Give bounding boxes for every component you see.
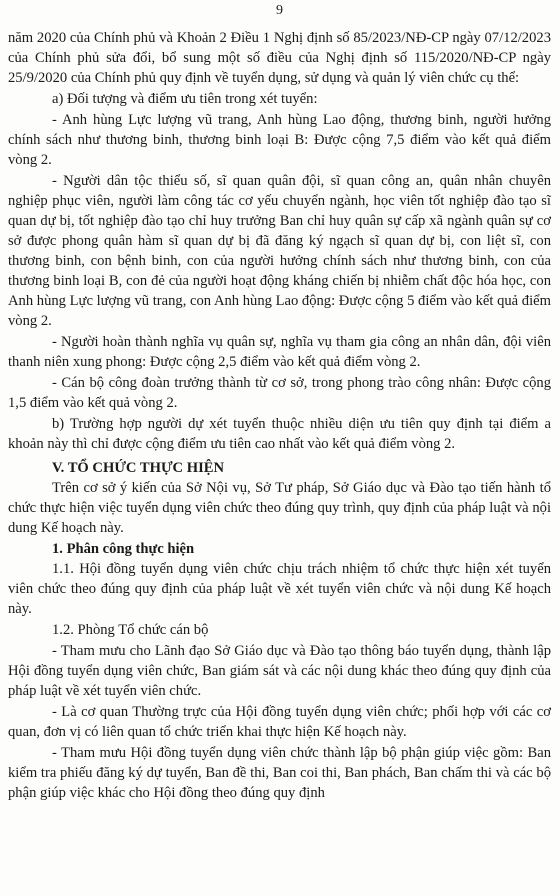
subsection-1-2-title: 1.2. Phòng Tổ chức cán bộ [52,622,209,638]
subsection-1-heading: 1. Phân công thực hiện [52,541,195,557]
item-a-bullet-1: - Anh hùng Lực lượng vũ trang, Anh hùng Lao động, thương binh, người hưởng chính sách như thương binh, thương binh loại B: Được cộng 7,5 điểm vào kết quả điểm vòng 2. [8,112,551,168]
item-a-title: a) Đối tượng và điểm ưu tiên trong xét tuyển: [52,91,318,107]
subsection-1-2-bullet-3: - Tham mưu Hội đồng tuyển dụng viên chức thành lập bộ phận giúp việc gồm: Ban kiểm tra phiếu đăng ký dự tuyển, Ban đề thi, Ban coi thi, Ban phách, Ban chấm thi và các bộ phận giúp việc khác cho Hội đồng theo đúng quy định [8,745,551,801]
subsection-1-2-bullet-1: - Tham mưu cho Lãnh đạo Sở Giáo dục và Đào tạo thông báo tuyển dụng, thành lập Hội đồng tuyển dụng viên chức, Ban giám sát và các nội dung khác theo đúng quy định của pháp luật về xét tuyển viên chức. [8,643,551,699]
section-v-intro: Trên cơ sở ý kiến của Sở Nội vụ, Sở Tư pháp, Sở Giáo dục và Đào tạo tiến hành tổ chức thực hiện việc tuyển dụng viên chức theo đúng quy trình, quy định của pháp luật và nội dung Kế hoạch này. [8,480,551,536]
item-a-bullet-3: - Người hoàn thành nghĩa vụ quân sự, nghĩa vụ tham gia công an nhân dân, đội viên thanh niên xung phong: Được cộng 2,5 điểm vào kết quả điểm vòng 2. [8,334,551,370]
subsection-1-1: 1.1. Hội đồng tuyển dụng viên chức chịu trách nhiệm tổ chức thực hiện xét tuyển viên chức theo đúng quy định của pháp luật về xét tuyển viên chức và nội dung Kế hoạch này. [8,561,551,617]
item-b: b) Trường hợp người dự xét tuyển thuộc nhiều diện ưu tiên quy định tại điểm a khoản này thì chỉ được cộng điểm ưu tiên cao nhất vào kết quả điểm vòng 2. [8,416,551,452]
intro-paragraph: năm 2020 của Chính phủ và Khoản 2 Điều 1 Nghị định số 85/2023/NĐ-CP ngày 07/12/2023 của Chính phủ sửa đổi, bổ sung một số điều của Nghị định số 115/2020/NĐ-CP ngày 25/9/2020 của Chính phủ quy định về tuyển dụng, sử dụng và quản lý viên chức cụ thể: [8,30,551,86]
section-v-heading: V. TỔ CHỨC THỰC HIỆN [52,460,225,476]
item-a-bullet-2: - Người dân tộc thiểu số, sĩ quan quân đội, sĩ quan công an, quân nhân chuyên nghiệp phục viên, người làm công tác cơ yếu chuyển ngành, học viên tốt nghiệp đào tạo sĩ quan dự bị, tốt nghiệp đào tạo chỉ huy trưởng Ban chỉ huy quân sự cấp xã ngành quân sự cơ sở được phong quân hàm sĩ quan dự bị đã đăng ký ngạch sĩ quan dự bị, con liệt sĩ, con thương binh, con bệnh binh, con của người hưởng chính sách như thương binh, con của thương binh loại B, con đẻ của người hoạt động kháng chiến bị nhiễm chất độc hóa học, con Anh hùng Lực lượng vũ trang, con Anh hùng Lao động: Được cộng 5 điểm vào kết quả điểm vòng 2. [8,173,551,329]
page-number: 9 [276,3,283,18]
subsection-1-2-bullet-2: - Là cơ quan Thường trực của Hội đồng tuyển dụng viên chức; phối hợp với các cơ quan, đơn vị có liên quan tổ chức triển khai thực hiện Kế hoạch này. [8,704,551,740]
item-a-bullet-4: - Cán bộ công đoàn trưởng thành từ cơ sở, trong phong trào công nhân: Được cộng 1,5 điểm vào kết quả vòng 2. [8,375,551,411]
